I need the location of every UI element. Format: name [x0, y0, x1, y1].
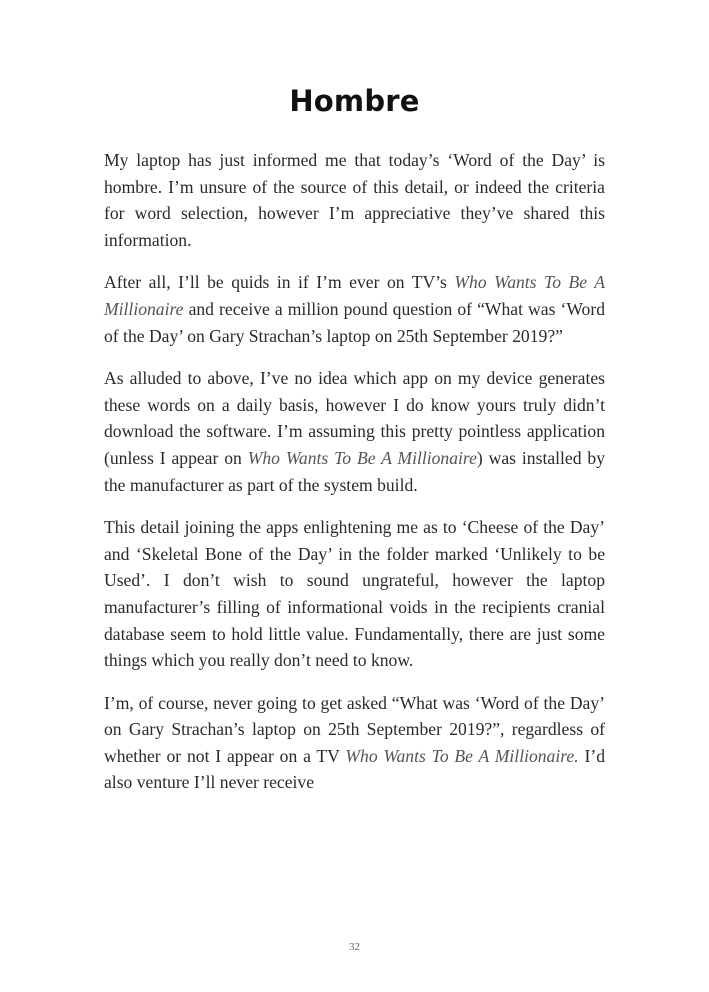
paragraph-2-text-c: and receive a million pound question of “What was ‘Word of the Day’ on Gary Strachan’s laptop on 25th September 2019?”: [104, 298, 605, 346]
paragraph-5-text-c: I’d also venture I’ll never receive: [104, 745, 605, 793]
paragraph-1: My laptop has just informed me that today’s ‘Word of the Day’ is hombre. I’m unsure of the source of this detail, or indeed the criteria for word selection, however I’m appreciative they’ve shared this information.: [104, 150, 605, 250]
paragraph-5: [104, 690, 605, 796]
paragraph-3: [104, 365, 605, 498]
show-title-italic: Who Wants To Be A Millionaire.: [345, 745, 579, 766]
page-number: 32: [349, 941, 360, 953]
paragraph-2: [104, 269, 605, 349]
show-title-italic: Who Wants To Be A Millionaire: [104, 272, 605, 319]
paragraph-2-text-a: After all, I’ll be quids in if I’m ever on TV’s: [104, 272, 455, 293]
paragraph-4: This detail joining the apps enlightening me as to ‘Cheese of the Day’ and ‘Skeletal Bone of the Day’ in the folder marked ‘Unlikely to be Used’. I don’t wish to sound ungrateful, however the laptop manufacturer’s filling of informational voids in the recipients cranial database seem to hold little value. Fundamentally, there are just some things which you really don’t need to know.: [104, 517, 605, 671]
paragraph-3-text-a: As alluded to above, I’ve no idea which app on my device generates these words on a daily basis, however I do know yours truly didn’t download the software. I’m assuming this pretty pointless application (unless I appear on: [104, 368, 605, 468]
paragraph-3-text-c: ) was installed by the manufacturer as part of the system build.: [104, 447, 606, 495]
page-title: Hombre: [289, 84, 420, 118]
show-title-italic: Who Wants To Be A Millionaire: [247, 447, 477, 468]
body-text: [104, 147, 605, 812]
paragraph-5-text-a: I’m, of course, never going to get asked “What was ‘Word of the Day’ on Gary Strachan’s laptop on 25th September 2019?”, regardless of whether or not I appear on a TV: [104, 692, 605, 766]
